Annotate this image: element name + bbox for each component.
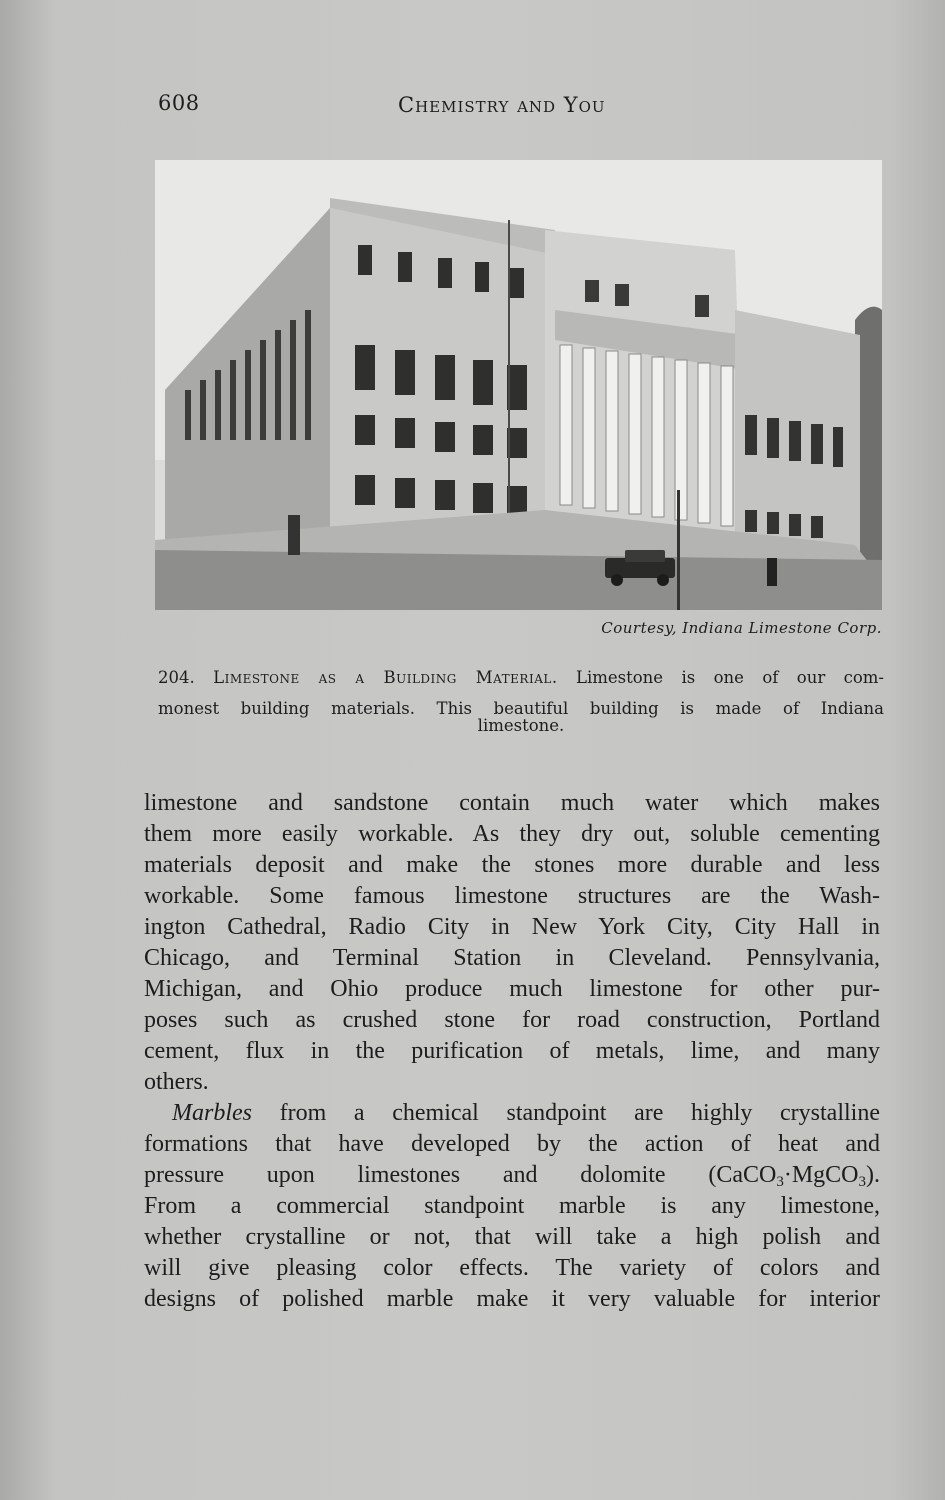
text-line: formations that have developed by the action of heat and [144,1131,880,1157]
text-line: cement, flux in the purification of metals, lime, and many [144,1038,880,1064]
text-segment: ·MgCO [783,1162,859,1188]
text-segment: ). [866,1162,880,1188]
running-head: Chemistry and You [398,93,606,117]
text-line: others. [144,1069,209,1095]
photo-credit: Courtesy, Indiana Limestone Corp. [601,619,882,637]
subscript: 3 [776,1174,784,1190]
caption-text-2: monest building materials. This beautiful building is made of Indiana [158,699,884,718]
term-marbles: Marbles [172,1100,252,1126]
text-line: From a commercial standpoint marble is any limestone, [144,1193,880,1219]
building-photo-illustration [155,160,882,610]
text-segment: from a chemical standpoint are highly crystalline [279,1100,880,1126]
text-line-formula [144,1160,880,1191]
text-line: Michigan, and Ohio produce much limestone for other pur- [144,976,880,1002]
text-line: designs of polished marble make it very valuable for interior [144,1286,880,1312]
page-number: 608 [158,91,200,115]
text-line: poses such as crushed stone for road construction, Portland [144,1007,880,1033]
subscript: 3 [858,1174,866,1190]
caption-text-1: Limestone is one of our com- [576,668,885,687]
text-segment: pressure upon limestones and dolomite (CaCO [144,1162,777,1188]
body-text [144,788,880,1315]
caption-title: Limestone as a Building Material. [213,668,558,687]
text-line: workable. Some famous limestone structures are the Wash- [144,883,880,909]
text-line: Chicago, and Terminal Station in Cleveland. Pennsylvania, [144,945,880,971]
figure-photo [155,160,882,610]
text-line: will give pleasing color effects. The variety of colors and [144,1255,880,1281]
caption-text-3: limestone. [477,716,565,735]
text-line: them more easily workable. As they dry out, soluble cementing [144,821,880,847]
paragraph-marbles [144,1098,880,1315]
text-line: materials deposit and make the stones more durable and less [144,852,880,878]
text-line: ington Cathedral, Radio City in New York City, City Hall in [144,914,880,940]
text-line: limestone and sandstone contain much water which makes [144,790,880,816]
text-line [144,1098,880,1129]
caption-number: 204. [158,668,195,687]
text-line: whether crystalline or not, that will take a high polish and [144,1224,880,1250]
paragraph-limestone [144,788,880,1098]
